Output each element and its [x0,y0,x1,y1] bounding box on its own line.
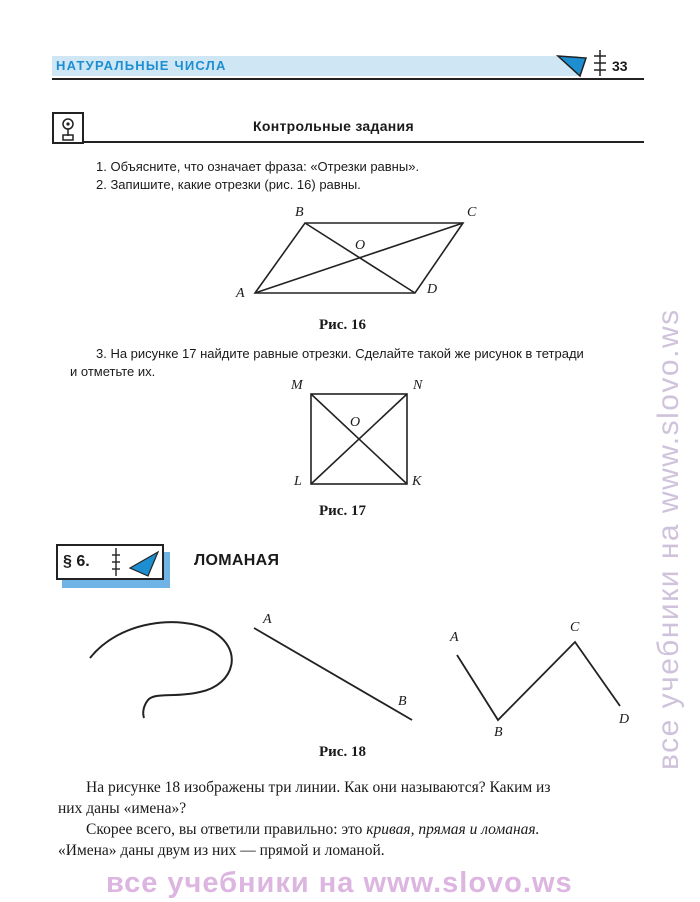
line-label-b: B [398,694,407,709]
point-label-l: L [294,474,302,489]
point-label-c: C [467,205,477,220]
curve-label-a: A [263,612,272,627]
flower-icon [52,112,84,144]
watermark-vertical: все учебники на www.slovo.ws [652,308,685,770]
polyline-label-d: D [619,712,630,727]
section-rule [84,141,644,143]
paragraph-2-text: Скорее всего, вы ответили правильно: это [86,821,367,838]
point-label-n: N [413,378,423,393]
chapter-title: НАТУРАЛЬНЫЕ ЧИСЛА [56,58,227,73]
point-label-m: M [291,378,303,393]
task-3-line-1: 3. На рисунке 17 найдите равные отрезки. Сделайте такой же рисунок в тетради [96,346,584,361]
paper-plane-icon [108,546,164,578]
paragraph-1-line-2: них даны «имена»? [58,800,187,817]
paragraph-1-line-1: На рисунке 18 изображены три линии. Как они называются? Каким из [86,779,551,796]
point-label-b: B [295,205,304,220]
watermark-bottom: все учебники на www.slovo.ws [106,867,573,899]
point-label-o: O [355,238,366,253]
paragraph-2-line-2: «Имена» даны двум из них — прямой и ломаной. [58,842,385,859]
control-tasks-title: Контрольные задания [253,118,414,134]
paragraph-2-line-1 [86,819,540,840]
header-rule [52,78,644,80]
point-label-k: K [412,474,422,489]
task-2: 2. Запишите, какие отрезки (рис. 16) равны. [96,177,361,192]
figure-16-caption: Рис. 16 [319,317,366,333]
point-label-o: O [350,415,361,430]
section-title: ЛОМАНАЯ [194,552,280,569]
task-1: 1. Объясните, что означает фраза: «Отрезки равны». [96,159,420,174]
figure-18-caption: Рис. 18 [319,744,366,760]
bookmark-icon [556,48,616,78]
point-label-a: A [236,286,245,301]
polyline-label-a: A [450,630,459,645]
figure-17 [305,388,415,488]
page-number: 33 [612,58,628,74]
figure-17-caption: Рис. 17 [319,503,366,519]
figure-18 [60,600,650,750]
task-3-line-2: и отметьте их. [70,364,156,379]
figure-16 [230,205,490,305]
paragraph-2-italic: кривая, прямая и ломаная. [366,821,540,838]
polyline-label-b: B [494,725,503,740]
polyline-label-c: C [570,620,580,635]
section-number: § 6. [63,553,90,570]
point-label-d: D [427,282,438,297]
